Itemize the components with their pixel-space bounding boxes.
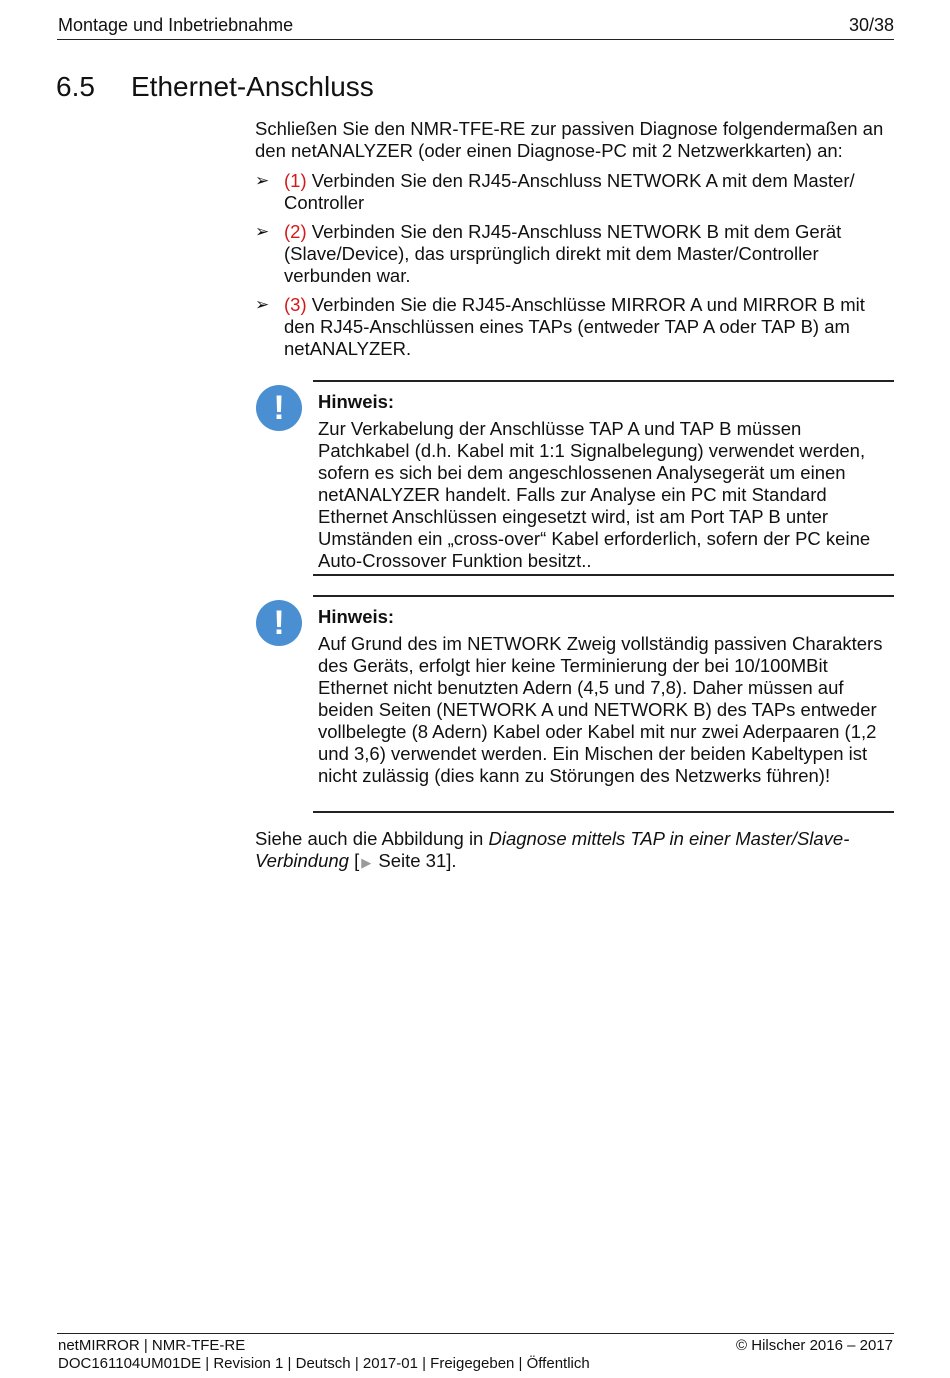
intro-paragraph: Schließen Sie den NMR-TFE-RE zur passiven Diagnose folgendermaßen an den netANALYZER (oder einen Diagnose-PC mit 2 Netzwerkkarten) an:: [255, 118, 884, 161]
section-number: 6.5: [56, 71, 95, 102]
arrowhead-bullet-icon: ➢: [255, 171, 270, 190]
see-also-suffix: ].: [446, 850, 457, 871]
arrowhead-bullet-icon: ➢: [255, 295, 270, 314]
note-text: Zur Verkabelung der Anschlüsse TAP A und TAP B müssen Patchkabel (d.h. Kabel mit 1:1 Signalbelegung) verwendet werden, sofern es sich bei dem angeschlossenen Analysegerät um einen netANALYZER handelt. Falls zur Analyse ein PC mit Standard Ethernet Anschlüssen eingesetzt wird, ist am Port TAP B unter Umständen ein „cross-over“ Kabel erforderlich, sofern der PC keine Auto-Crossover Funktion besitzt..: [318, 418, 871, 571]
step-text: Verbinden Sie die RJ45-Anschlüsse MIRROR A und MIRROR B mit den RJ45-Anschlüssen eines TAPs (entweder TAP A oder TAP B) am netANALYZER.: [284, 294, 865, 359]
step-text: Verbinden Sie den RJ45-Anschluss NETWORK A mit dem Master/ Controller: [284, 170, 855, 213]
see-also-page-ref[interactable]: Seite 31: [373, 850, 447, 871]
footer-product: netMIRROR | NMR-TFE-RE: [58, 1337, 246, 1354]
step-item: [255, 221, 895, 287]
see-also-prefix: Siehe auch die Abbildung in: [255, 828, 489, 849]
header-page-number: 30/38: [848, 15, 894, 35]
exclamation-info-icon: !: [256, 600, 302, 646]
header-section-title: Montage und Inbetriebnahme: [58, 15, 294, 35]
step-item: [255, 170, 895, 214]
step-item: [255, 294, 895, 360]
step-text: Verbinden Sie den RJ45-Anschluss NETWORK B mit dem Gerät (Slave/Device), das ursprünglich direkt mit dem Master/Controller verbunden war.: [284, 221, 842, 286]
see-also-paragraph: [255, 828, 895, 874]
footer-divider: [57, 1333, 894, 1334]
note-title: Hinweis:: [318, 606, 395, 627]
footer-doc-info: DOC161104UM01DE | Revision 1 | Deutsch | 2017-01 | Freigegeben | Öffentlich: [58, 1355, 590, 1372]
footer-copyright: © Hilscher 2016 – 2017: [736, 1337, 893, 1354]
see-also-link[interactable]: Diagnose mittels TAP in einer Master/Slave-Verbindung: [255, 828, 850, 871]
step-marker: (3): [284, 294, 307, 315]
header-divider: [57, 39, 894, 40]
arrowhead-bullet-icon: ➢: [255, 222, 270, 241]
section-title: Ethernet-Anschluss: [131, 71, 374, 102]
note-box: [313, 380, 894, 576]
page-reference-arrow-icon: ▶: [361, 855, 372, 870]
note-text: Auf Grund des im NETWORK Zweig vollständig passiven Charakters des Geräts, erfolgt hier keine Terminierung der bei 10/100MBit Ethernet nicht benutzten Adern (4,5 und 7,8). Daher müssen auf beiden Seiten (NETWORK A und NETWORK B) des TAPs entweder vollbelegte (8 Adern) Kabel oder Kabel mit nur zwei Aderpaaren (1,2 und 3,6) verwendet werden. Ein Mischen der beiden Kabeltypen ist nicht zulässig (dies kann zu Störungen des Netzwerks führen)!: [318, 633, 883, 786]
step-marker: (2): [284, 221, 307, 242]
note-title: Hinweis:: [318, 391, 395, 412]
step-marker: (1): [284, 170, 307, 191]
steps-list: [255, 170, 895, 367]
see-also-bracket: [: [348, 850, 360, 871]
exclamation-info-icon: !: [256, 385, 302, 431]
note-box: [313, 595, 894, 813]
